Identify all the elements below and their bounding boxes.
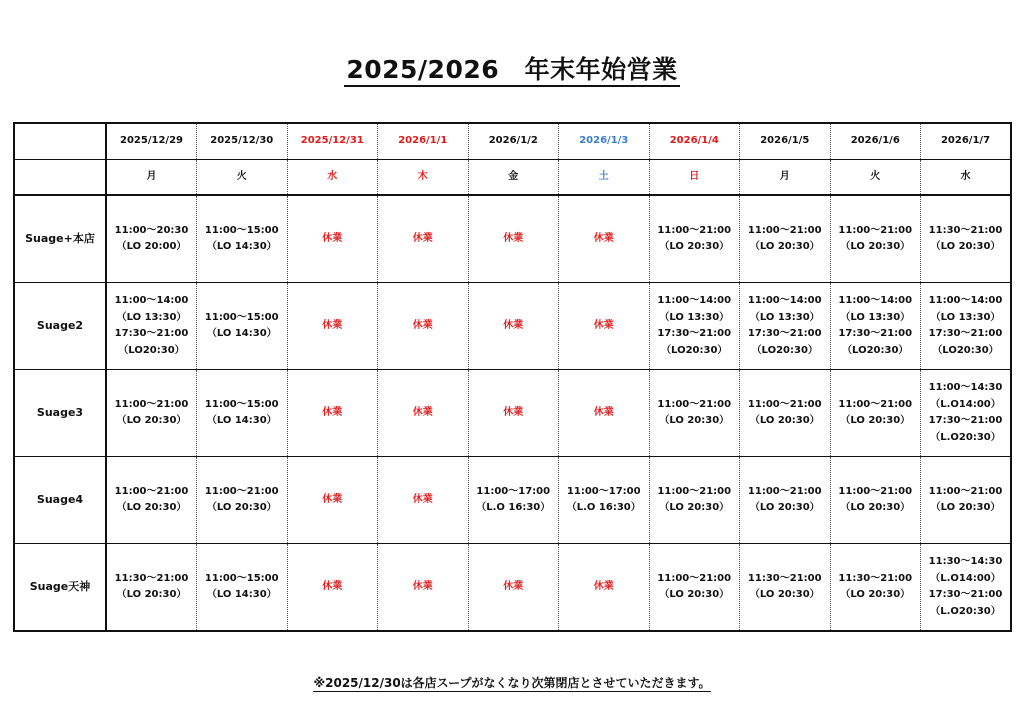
hours-line: （LO20:30） [661,344,728,356]
store-name: Suage+本店 [14,195,106,283]
title-text: 2025/2026 年末年始営業 [344,55,679,87]
closed-label: 休業 [322,406,343,418]
hours-cell [287,544,378,632]
hours-line: 11:00～21:00 [747,224,822,236]
hours-line: （LO 20:30） [659,589,730,600]
hours-cell [197,370,288,457]
hours-line: （LO 20:30） [659,241,730,252]
closed-label: 休業 [322,493,343,505]
closed-label: 休業 [593,232,614,244]
store-row [14,457,1011,544]
hours-line: 11:30～21:00 [928,224,1003,236]
corner-cell [14,160,106,196]
hours-cell [378,544,469,632]
store-name: Suage2 [14,283,106,370]
corner-cell [14,123,106,160]
hours-line: （LO 20:30） [840,502,911,513]
hours-cell [559,457,650,544]
hours-line: 11:00～21:00 [657,398,732,410]
hours-cell [468,544,559,632]
weekday-cell: 火 [197,160,288,196]
date-cell: 2026/1/5 [740,123,831,160]
hours-line: （LO 20:30） [749,502,820,513]
hours-cell [197,457,288,544]
hours-line: 11:00～21:00 [838,485,913,497]
hours-line: （LO 14:30） [206,589,277,600]
weekday-cell: 水 [287,160,378,196]
hours-cell [468,370,559,457]
store-name: Suage天神 [14,544,106,632]
hours-line: 11:00～21:00 [657,224,732,236]
hours-line: （LO20:30） [118,344,185,356]
hours-line: 17:30～21:00 [928,589,1003,600]
hours-cell [287,195,378,283]
hours-line: 11:30～21:00 [747,572,822,584]
weekday-cell: 木 [378,160,469,196]
hours-line: 11:00～14:00 [747,295,822,306]
hours-line: （LO 20:30） [116,589,187,600]
store-row [14,370,1011,457]
hours-cell [830,457,921,544]
hours-line: （LO 20:30） [116,415,187,426]
hours-line: （LO 20:30） [840,415,911,426]
hours-cell [197,283,288,370]
hours-cell [378,457,469,544]
closed-label: 休業 [412,580,433,592]
hours-cell [921,283,1012,370]
date-cell: 2025/12/31 [287,123,378,160]
hours-line: （LO 20:30） [749,415,820,426]
closed-label: 休業 [503,319,524,331]
closed-label: 休業 [412,319,433,331]
hours-line: （LO 20:30） [930,241,1001,252]
closed-label: 休業 [503,580,524,592]
hours-line: 11:00～21:00 [657,572,732,584]
hours-cell [468,195,559,283]
footnote [0,674,1024,691]
hours-line: 11:00～15:00 [204,398,279,410]
hours-line: 11:00～17:00 [566,485,641,497]
date-cell: 2026/1/3 [559,123,650,160]
closed-label: 休業 [593,580,614,592]
hours-cell [559,195,650,283]
hours-line: 11:00～21:00 [747,398,822,410]
hours-line: （L.O20:30） [930,605,1001,617]
hours-cell [921,544,1012,632]
closed-label: 休業 [322,319,343,331]
page-title [0,50,1024,86]
hours-line: （LO 20:30） [840,589,911,600]
hours-cell [649,370,740,457]
hours-cell [559,283,650,370]
hours-line: （LO 20:30） [659,502,730,513]
hours-cell [559,370,650,457]
hours-cell [830,544,921,632]
closed-label: 休業 [593,406,614,418]
hours-line: （LO 13:30） [116,311,187,323]
weekday-cell: 日 [649,160,740,196]
closed-label: 休業 [322,232,343,244]
weekday-cell: 月 [740,160,831,196]
hours-cell [649,195,740,283]
date-cell: 2026/1/1 [378,123,469,160]
hours-line: 11:00～20:30 [114,224,189,236]
date-cell: 2026/1/6 [830,123,921,160]
hours-cell [106,195,197,283]
store-row [14,195,1011,283]
closed-label: 休業 [412,406,433,418]
hours-cell [287,370,378,457]
hours-cell [740,370,831,457]
hours-line: （LO 20:00） [116,241,187,252]
hours-cell [649,544,740,632]
hours-line: （LO 13:30） [840,311,911,323]
hours-cell [921,370,1012,457]
weekday-cell: 金 [468,160,559,196]
closed-label: 休業 [503,232,524,244]
hours-cell [649,283,740,370]
date-header-row [14,123,1011,160]
date-cell: 2026/1/7 [921,123,1012,160]
weekday-cell: 水 [921,160,1012,196]
closed-label: 休業 [593,319,614,331]
date-cell: 2025/12/30 [197,123,288,160]
hours-cell [740,457,831,544]
hours-line: 11:00～15:00 [204,311,279,323]
hours-line: 11:00～14:00 [928,295,1003,306]
hours-line: 11:00～17:00 [476,485,551,497]
weekday-cell: 火 [830,160,921,196]
hours-line: 11:00～14:00 [838,295,913,306]
hours-line: 11:00～14:00 [114,295,189,306]
closed-label: 休業 [322,580,343,592]
hours-cell [468,457,559,544]
hours-cell [197,544,288,632]
weekday-header-row [14,160,1011,196]
hours-cell [830,370,921,457]
date-cell: 2026/1/2 [468,123,559,160]
hours-cell [468,283,559,370]
hours-cell [106,370,197,457]
hours-line: 11:00～21:00 [657,485,732,497]
hours-cell [830,283,921,370]
hours-line: 11:00～21:00 [747,485,822,497]
store-name: Suage3 [14,370,106,457]
hours-line: （LO 20:30） [930,502,1001,513]
hours-line: （LO 13:30） [659,311,730,323]
hours-cell [106,544,197,632]
date-cell: 2026/1/4 [649,123,740,160]
hours-line: 17:30～21:00 [928,415,1003,426]
hours-line: 11:30～21:00 [838,572,913,584]
hours-line: （LO 20:30） [659,415,730,426]
hours-line: （LO 13:30） [749,311,820,323]
hours-line: 11:00～15:00 [204,572,279,584]
hours-line: （LO20:30） [751,344,818,356]
hours-line: （LO 20:30） [840,241,911,252]
hours-cell [740,195,831,283]
hours-line: （L.O 16:30） [476,502,551,513]
hours-cell [197,195,288,283]
hours-line: 11:00～14:00 [657,295,732,306]
schedule-table [13,122,1012,632]
hours-cell [740,544,831,632]
hours-cell [921,457,1012,544]
hours-line: （L.O20:30） [930,431,1001,443]
hours-line: （LO 14:30） [206,328,277,339]
hours-line: （LO 20:30） [749,589,820,600]
hours-cell [287,457,378,544]
hours-cell [106,283,197,370]
hours-line: 11:30～21:00 [114,572,189,584]
store-name: Suage4 [14,457,106,544]
hours-line: 11:30～14:30 [928,556,1003,567]
hours-cell [106,457,197,544]
closed-label: 休業 [412,493,433,505]
hours-line: （LO 14:30） [206,241,277,252]
hours-cell [287,283,378,370]
hours-cell [921,195,1012,283]
closed-label: 休業 [503,406,524,418]
hours-line: 11:00～14:30 [928,382,1003,393]
hours-line: 11:00～21:00 [928,485,1003,497]
closed-label: 休業 [412,232,433,244]
hours-line: （LO 14:30） [206,415,277,426]
hours-cell [378,195,469,283]
hours-cell [649,457,740,544]
hours-line: 11:00～21:00 [838,398,913,410]
hours-cell [378,370,469,457]
hours-line: （LO20:30） [932,344,999,356]
schedule-body [14,123,1011,631]
hours-line: 11:00～15:00 [204,224,279,236]
store-row [14,544,1011,632]
hours-line: 11:00～21:00 [114,398,189,410]
hours-line: （L.O14:00） [930,398,1001,410]
hours-line: 11:00～21:00 [204,485,279,497]
weekday-cell: 土 [559,160,650,196]
hours-line: （LO20:30） [842,344,909,356]
hours-cell [378,283,469,370]
hours-line: 11:00～21:00 [114,485,189,497]
hours-line: 17:30～21:00 [928,328,1003,339]
hours-line: （LO 20:30） [206,502,277,513]
hours-line: （LO 20:30） [749,241,820,252]
hours-line: 17:30～21:00 [114,328,189,339]
hours-cell [559,544,650,632]
weekday-cell: 月 [106,160,197,196]
hours-cell [740,283,831,370]
hours-line: 17:30～21:00 [657,328,732,339]
hours-cell [830,195,921,283]
hours-line: 11:00～21:00 [838,224,913,236]
date-cell: 2025/12/29 [106,123,197,160]
footnote-text: ※2025/12/30は各店スープがなくなり次第閉店とさせていただきます。 [313,676,711,690]
hours-line: 17:30～21:00 [747,328,822,339]
hours-line: （LO 20:30） [116,502,187,513]
hours-line: 17:30～21:00 [838,328,913,339]
hours-line: （L.O14:00） [930,572,1001,584]
hours-line: （L.O 16:30） [566,502,641,513]
store-row [14,283,1011,370]
hours-line: （LO 13:30） [930,311,1001,323]
